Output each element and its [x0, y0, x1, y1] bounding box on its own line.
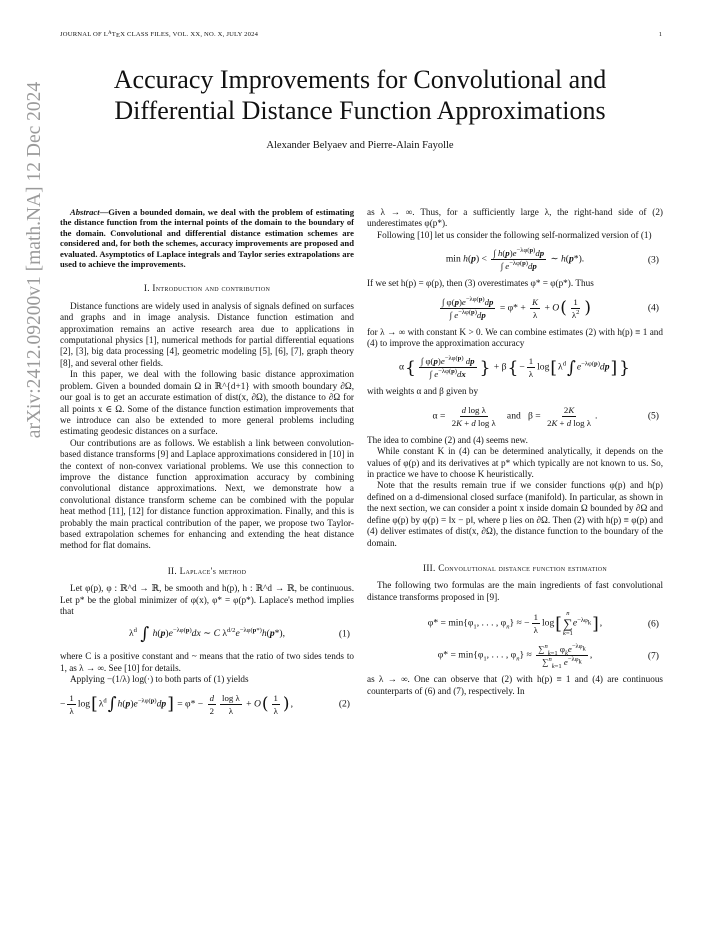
equation-6-number: (6): [647, 617, 659, 629]
right-paragraph-3: If we set h(p) = φ(p), then (3) overestimates φ* = φ(p*). Thus: [367, 278, 594, 289]
abstract-text: —Given a bounded domain, we deal with the problem of estimating the distance function from the internal points of the domain to the boundary of the domain. Convolutional and differential distance estimation schemes are considered and, for both the schemes, accuracy improvements are proposed and evaluated. Asymptotics of Laplace integrals and Taylor series extrapolations are used to achieve the improvements.: [60, 207, 354, 270]
abstract-label: Abstract: [70, 207, 100, 217]
equation-6: $\varphi* = \min\{\varphi_1$, . . . , $\varphi_n$} ≈ − $\frac{1}{\lambda}$ log[ n ∑ k=1 $e^{-\lambda\varphi_k}$], (6): [427, 610, 659, 638]
conv-paragraph-2: as λ → ∞. One can observe that (2) with h(p) ≡ 1 and (4) are continuous counterparts of (6) and (7), respectively. In: [367, 674, 663, 696]
equation-3-number: (3): [647, 254, 659, 266]
equation-7: $\varphi* = \min\{\varphi_1$, . . . , $\varphi_n$} ≈ $\frac{\sum^n_{k=1} \varphi_ke^{-\lambda\varphi_k}}{\sum^n_{k=1} e^{-\lambda\varphi_k}}$ , (7): [437, 643, 659, 670]
equation-5-number: (5): [647, 410, 659, 422]
section-heading-intro: I. Introduction and contribution: [143, 283, 271, 294]
right-paragraph-2: Following [10] let us consider the following self-normalized version of (1): [377, 229, 652, 240]
right-paragraph-4: for λ → ∞ with constant K > 0. We can combine estimates (2) with h(p) ≡ 1 and (4) to improve the approximation accuracy: [367, 326, 663, 349]
right-paragraph-1: as λ → ∞. Thus, for a sufficiently large λ, the right-hand side of (2) underestimates φ(p*).: [367, 207, 663, 229]
conv-paragraph-1: The following two formulas are the main ingredients of fast convolutional distance transforms proposed in [9].: [367, 580, 663, 602]
paper-authors: Alexander Belyaev and Pierre-Alain Fayolle: [266, 140, 454, 151]
laplace-paragraph-3: Applying −(1/λ) log(·) to both parts of (1) yields: [70, 674, 249, 685]
equation-1-number: (1): [338, 628, 350, 640]
equation-combined: α{ $\frac{\int \varphi(p)e^{-\lambda\varphi(p)} dp}{\int e^{-\lambda\varphi(p)}dx}$ } + β{− $\frac{1}{\lambda}$ $\log[\lambda^d\int e^{-\lambda\varphi(p)}dp]$ }: [399, 355, 630, 380]
right-paragraph-8: Note that the results remain true if we consider functions φ(p) and h(p) defined on a d-dimensional closed surface (manifold). In particular, as shown in the next section, we can consider a point x inside domain Ω bounded by ∂Ω and define φ(p) by φ(p) = ‖x − p‖, where p lies on ∂Ω. Then (2) with h(p) ≡ φ(p) and (4) deliver estimates of dist(x, ∂Ω), the distance function to the boundary of the domain.: [367, 480, 663, 548]
abstract: [60, 207, 354, 269]
equation-5: α = $\frac{\text{d log λ}}{\text{2K + d log λ}}$ and β = $\frac{2K}{\text{2K + d log λ}}$ . (5): [432, 404, 659, 428]
equation-4-number: (4): [647, 302, 659, 314]
equation-3: min h(p) < $\frac{\int h(p)e^{-\lambda\varphi(p)}dp}{\int e^{-\lambda\varphi(p)}dp}$ ∼ h(p*). (3): [445, 247, 659, 272]
paper-title: Accuracy Improvements for Convolutional and Differential Distance Function Approximations: [113, 65, 607, 125]
left-column: [60, 207, 354, 723]
arxiv-identifier: arXiv:2412.09200v1 [math.NA] 12 Dec 2024: [24, 81, 45, 439]
laplace-paragraph-2: where C is a positive constant and ~ means that the ratio of two sides tends to 1, as λ → ∞. See [10] for details.: [60, 651, 354, 673]
intro-paragraph-2: In this paper, we deal with the following basic distance approximation problem. Given a bounded domain Ω in ℝ^{d+1} with smooth boundary ∂Ω, our goal is to get an accurate estimation of dist(x, ∂Ω), the distance to ∂Ω for all points x ∈ Ω. Some of the distance function estimation improvements that we introduce can also be extended to more general problems including estimating geodesic distances on a surface.: [60, 369, 354, 437]
equation-2-number: (2): [338, 698, 350, 710]
page-number: 1: [658, 31, 662, 38]
section-heading-convolutional: III. Convolutional distance function estimation: [422, 562, 608, 573]
equation-7-number: (7): [647, 649, 659, 661]
section-heading-laplace: II. Laplace's method: [167, 565, 247, 576]
intro-paragraph-1: Distance functions are widely used in analysis of signals defined on surfaces and graphs and in image analysis. Distance function estimation and approximation remains an active research area due to applications in computational physics [1], numerical methods for partial differential equations [2], [3], big data processing [4], geometric modeling [5], [6], [7], graph theory [8], and several other fields.: [60, 300, 354, 368]
right-paragraph-6: The idea to combine (2) and (4) seems new.: [367, 434, 528, 445]
equation-2: − $\frac{1}{\lambda}$ $\log[\lambda^d\int h(p)e^{-\lambda\varphi(p)}dp] = \varphi*$ − $\frac{d}{2}$ $\frac{\text{log λ}}{\lambda}$ + O( $\frac{1}{\lambda}$ ), (2): [60, 692, 350, 716]
equation-4: $\frac{\int \varphi(p)e^{-\lambda\varphi(p)}dp}{\int e^{-\lambda\varphi(p)}dp}$ = φ* + $\frac{K}{\lambda}$ + O( $\frac{1}{\lambda^2}$ ) (4): [441, 295, 659, 320]
intro-paragraph-3: Our contributions are as follows. We establish a link between convolution-based distance transforms [9] and Laplace approximations considered in [10] in the context of non-convex variational problems. We use this connection to improve the distance function approximation accuracy by combining convolutional distance approximations. Next, we demonstrate how a convolutional distance transform scheme can be combined with the popular heat method [11], [12] for distance function approximation. Finally, and this is probably the main practical contribution of the paper, we propose two Taylor-based extrapolation schemes for enhancing and extending the heat distance method for flat domains.: [60, 437, 354, 551]
right-paragraph-5: with weights α and β given by: [367, 386, 479, 397]
right-paragraph-7: While constant K in (4) can be determined analytically, it depends on the values of φ(p) and its derivatives at p* which typically are not known to us. So, in practice we have to choose K heuristically.: [367, 446, 663, 480]
running-header: JOURNAL OF $L^ATEX$ CLASS FILES, VOL. XX, NO. X, JULY 2024: [60, 31, 259, 39]
right-column: [367, 207, 663, 697]
equation-1: $\lambda^d$ ∫ $h(p)e^{-\lambda\varphi(p)}dx$ ∼ C $\lambda^{d/2}e^{-\lambda\varphi(p*)}h(p*)$, (1): [128, 624, 350, 645]
laplace-paragraph-1: Let φ(p), φ : ℝ^d → ℝ, be smooth and h(p), h : ℝ^d → ℝ, be continuous. Let p* be the global minimizer of φ(x), φ* = φ(p*). Laplace's method implies that: [60, 583, 354, 616]
